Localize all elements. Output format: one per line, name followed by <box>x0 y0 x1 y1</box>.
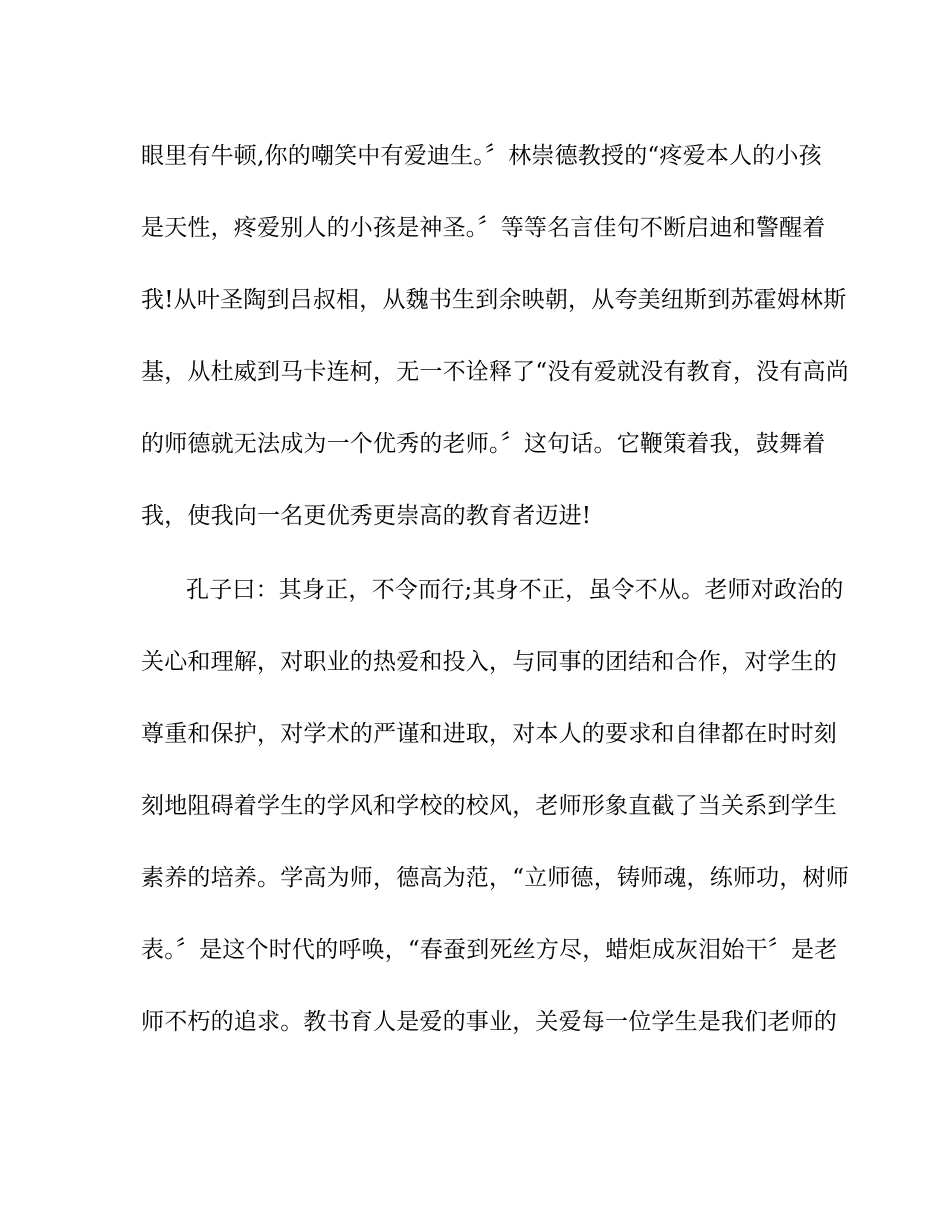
text-line-4: 基，从杜威到马卡连柯，无一不诠释了“没有爱就没有教育，没有高尚 <box>141 359 849 385</box>
text-line-5: 的师德就无法成为一个优秀的老师。〞这句话。它鞭策着我，鼓舞着 <box>141 431 826 457</box>
text-line-9: 尊重和保护，对学术的严谨和进取，对本人的要求和自律都在时时刻 <box>141 721 837 747</box>
text-line-12: 表。〞是这个时代的呼唤，“春蚕到死丝方尽，蜡炬成灰泪始干〞是老 <box>141 937 838 963</box>
text-line-7: 孔子曰：其身正，不令而行;其身不正，虽令不从。老师对政治的 <box>186 577 844 603</box>
text-line-13: 师不朽的追求。教书育人是爱的事业，关爱每一位学生是我们老师的 <box>141 1009 837 1035</box>
text-line-2: 是天性，疼爱别人的小孩是神圣。〞等等名言佳句不断启迪和警醒着 <box>141 215 826 241</box>
text-line-1: 眼里有牛顿,你的嘲笑中有爱迪生。〞林崇德教授的“疼爱本人的小孩 <box>141 143 822 169</box>
text-line-10: 刻地阻碍着学生的学风和学校的校风，老师形象直截了当关系到学生 <box>141 793 837 819</box>
text-line-11: 素养的培养。学高为师，德高为范，“立师德，铸师魂，练师功，树师 <box>141 865 849 891</box>
text-line-8: 关心和理解，对职业的热爱和投入，与同事的团结和合作，对学生的 <box>141 649 837 675</box>
text-line-3: 我!从叶圣陶到吕叔相，从魏书生到余映朝，从夸美纽斯到苏霍姆林斯 <box>141 287 847 313</box>
text-line-6: 我，使我向一名更优秀更崇高的教育者迈进! <box>141 503 592 529</box>
